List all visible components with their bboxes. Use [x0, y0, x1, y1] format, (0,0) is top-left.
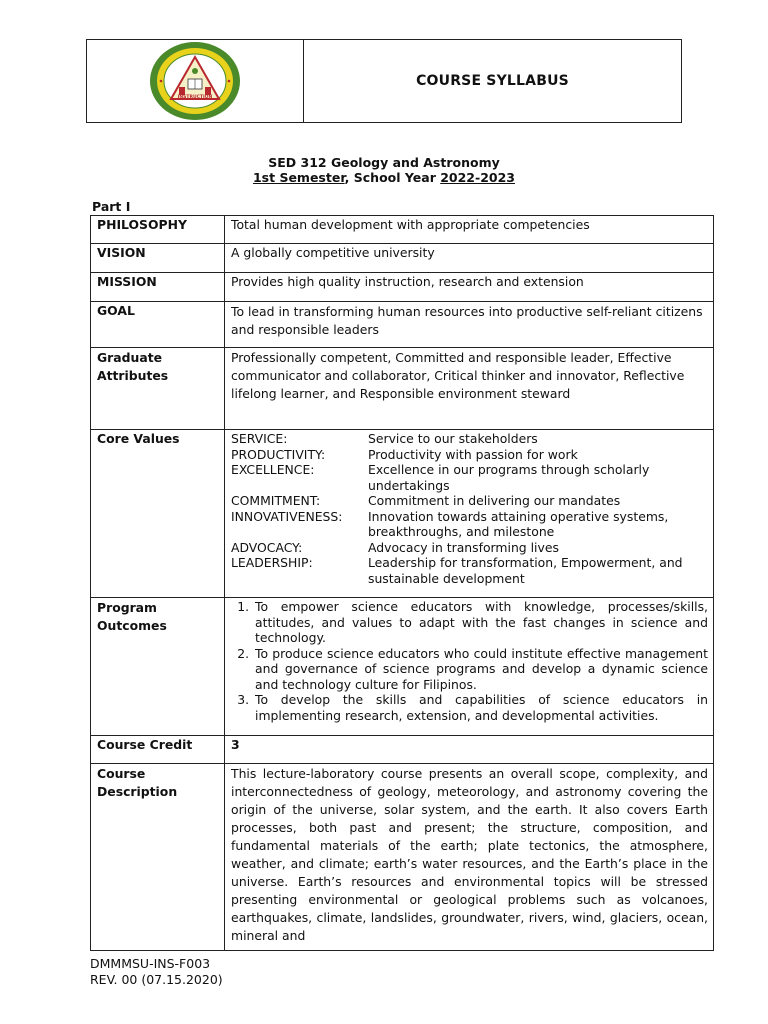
core-value-text: Leadership for transformation, Empowerment, and sustainable development: [368, 555, 683, 586]
row-label-course-credit: Course Credit: [91, 736, 225, 764]
core-value-key: COMMITMENT:: [231, 493, 321, 508]
part-label: Part I: [92, 199, 131, 214]
form-code: DMMMSU-INS-F003: [90, 956, 211, 971]
school-year: 2022-2023: [440, 170, 515, 185]
semester: 1st Semester: [252, 170, 345, 185]
core-value-key: PRODUCTIVITY:: [231, 446, 326, 462]
table-row: [91, 736, 714, 764]
program-outcomes-list: [231, 599, 708, 723]
goal-text: To lead in transforming human resources into productive self-reliant citizens and responsible leaders: [225, 302, 714, 348]
semester-line: [0, 170, 768, 185]
list-item: 2. To produce science educators who could institute effective management and governance of science programs and develop a dynamic science and technology culture for Filipinos.: [253, 646, 708, 693]
philosophy-text: Total human development with appropriate competencies: [225, 216, 714, 244]
footer: [90, 956, 223, 988]
table-row: [91, 348, 714, 430]
syllabus-table: [90, 215, 714, 951]
core-value-key: EXCELLENCE:: [231, 462, 315, 477]
row-label-course-description: Course Description: [91, 764, 225, 951]
core-value-key: ADVOCACY:: [231, 539, 303, 555]
core-value-key: LEADERSHIP:: [231, 555, 313, 570]
table-row: [91, 273, 714, 302]
core-values-list: [231, 431, 708, 586]
core-value-text: Productivity with passion for work: [368, 446, 578, 462]
core-values-cell: [225, 430, 714, 598]
table-row: [91, 598, 714, 736]
row-label-program-outcomes: Program Outcomes: [91, 598, 225, 736]
table-row: [91, 302, 714, 348]
table-row: [91, 216, 714, 244]
table-row: [91, 764, 714, 951]
program-outcomes-cell: [225, 598, 714, 736]
svg-text:INSTRUCTION: INSTRUCTION: [177, 95, 213, 100]
course-credit-value: 3: [225, 736, 714, 764]
vision-text: A globally competitive university: [225, 244, 714, 273]
core-value-key: INNOVATIVENESS:: [231, 508, 343, 524]
course-name: SED 312 Geology and Astronomy: [268, 155, 500, 170]
university-seal-logo: [149, 41, 241, 121]
logo-cell: [87, 40, 304, 122]
row-label-vision: VISION: [91, 244, 225, 273]
row-label-philosophy: PHILOSOPHY: [91, 216, 225, 244]
core-value-text: Advocacy in transforming lives: [368, 539, 559, 555]
table-row: [91, 430, 714, 598]
table-row: [91, 244, 714, 273]
row-label-mission: MISSION: [91, 273, 225, 302]
mission-text: Provides high quality instruction, research and extension: [225, 273, 714, 302]
core-value-text: Innovation towards attaining operative systems, breakthroughs, and milestone: [368, 508, 669, 539]
list-item: 3. To develop the skills and capabilities of science educators in implementing research, extension, and developmental activities.: [253, 692, 708, 723]
row-label-graduate-attributes: Graduate Attributes: [91, 348, 225, 430]
revision-info: REV. 00 (07.15.2020): [90, 972, 223, 987]
core-value-key: SERVICE:: [231, 431, 288, 446]
row-label-goal: GOAL: [91, 302, 225, 348]
course-description-text: This lecture-laboratory course presents an overall scope, complexity, and interconnectedness of geology, meteorology, and astronomy covering the origin of the universe, solar system, and the earth. It also covers Earth processes, both past and present; the structure, composition, and fundamental materials of the earth; plate tectonics, the atmosphere, weather, and climate; earth’s water resources, and the Earth’s place in the universe. Earth’s resources and environmental topics will be stressed presenting environmental or geological problems such as volcanoes, earthquakes, climate, landslides, groundwater, rivers, wind, glaciers, ocean, mineral and: [225, 764, 714, 951]
graduate-attributes-text: Professionally competent, Committed and responsible leader, Effective communicator and collaborator, Critical thinker and innovator, Reflective lifelong learner, and Responsible environment steward: [225, 348, 714, 430]
core-value-text: Excellence in our programs through scholarly undertakings: [368, 462, 650, 493]
row-label-core-values: Core Values: [91, 430, 225, 598]
school-year-prefix: , School Year: [344, 170, 441, 185]
core-value-text: Commitment in delivering our mandates: [368, 493, 621, 508]
header-box: [86, 39, 682, 123]
core-value-text: Service to our stakeholders: [368, 431, 538, 446]
document-title: COURSE SYLLABUS: [416, 73, 569, 89]
list-item: 1. To empower science educators with knowledge, processes/skills, attitudes, and values to adapt with the fast changes in science and technology.: [253, 599, 708, 646]
